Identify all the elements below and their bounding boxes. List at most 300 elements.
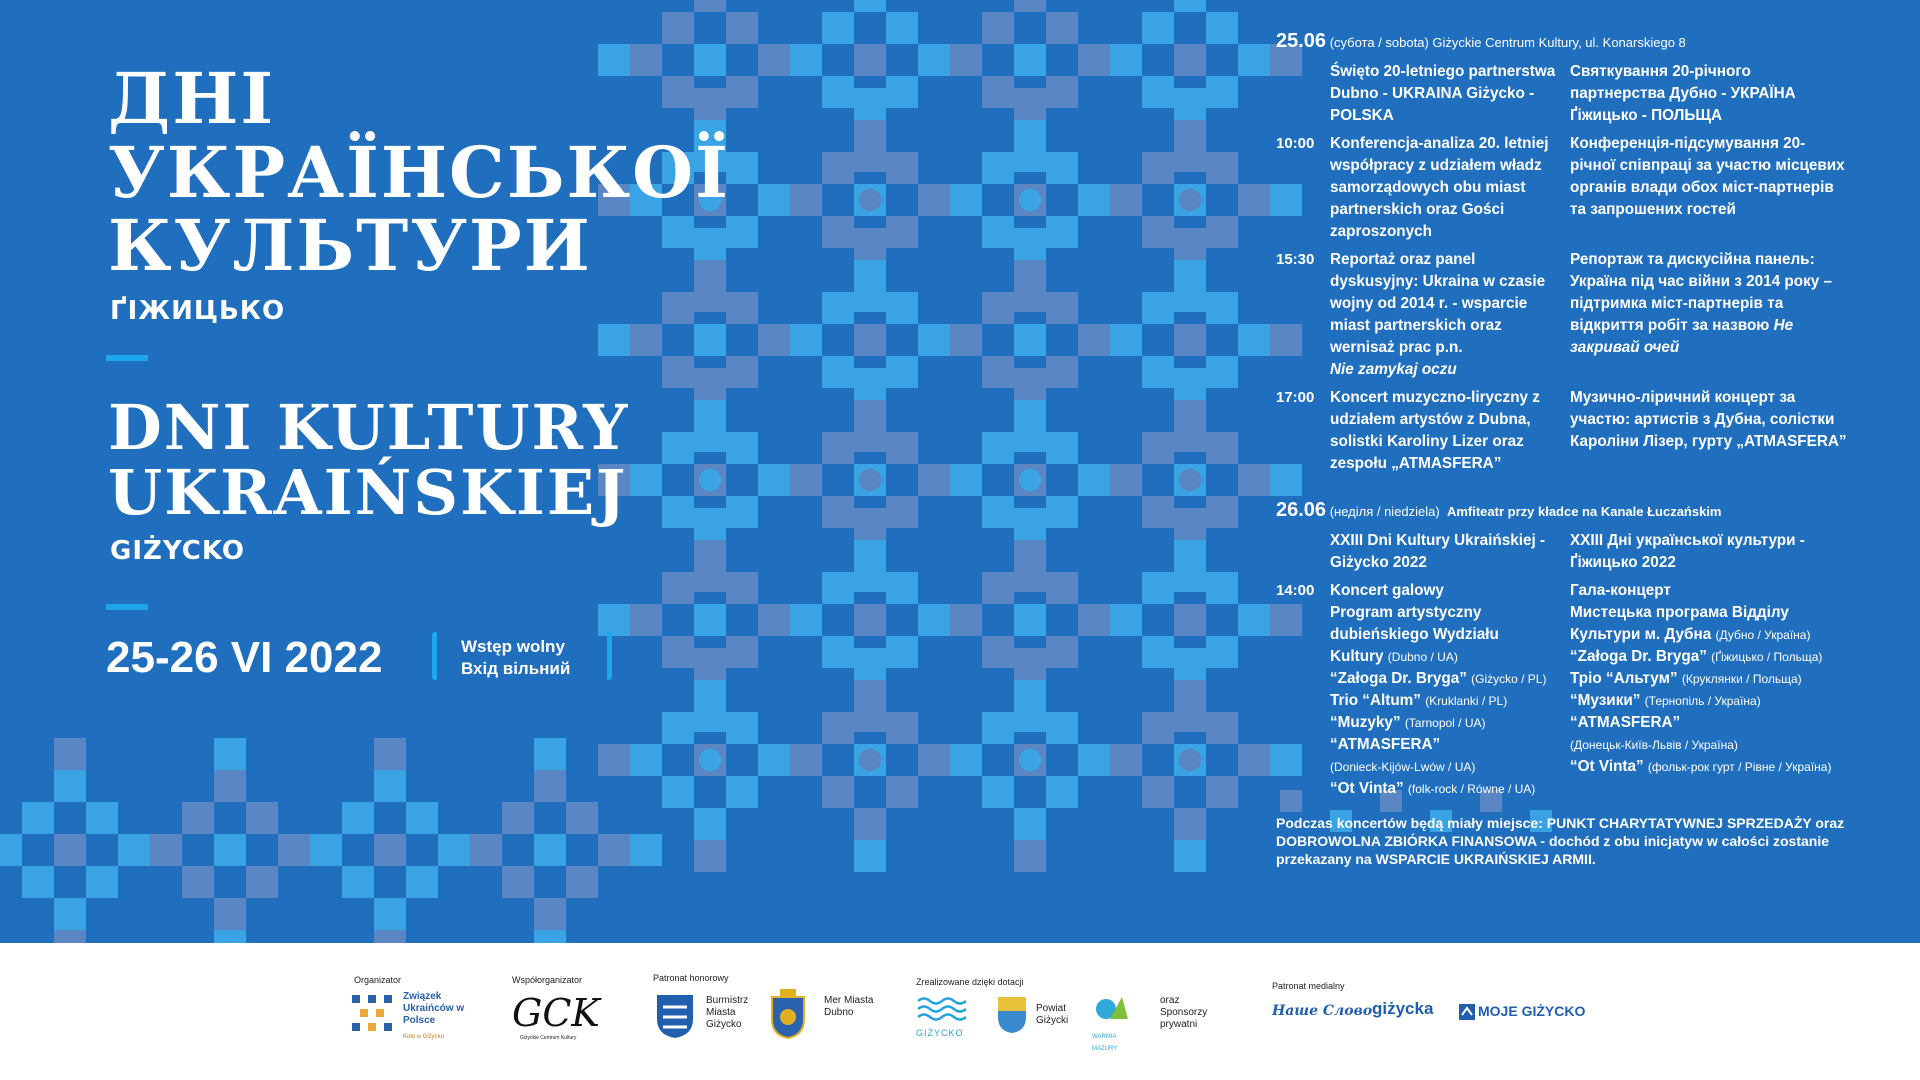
title-line: УКРАЇНСЬКОЇ xyxy=(108,130,730,214)
pattern-square xyxy=(1110,744,1142,776)
pattern-square xyxy=(1238,44,1270,76)
sponsors-text: oraz Sponsorzy prywatni xyxy=(1160,995,1208,1030)
pattern-square xyxy=(246,802,278,834)
pattern-square xyxy=(822,292,854,324)
day1-heading-ua: Святкування 20-річного партнерства Дубно - УКРАЇНА Ґіжицько - ПОЛЬЩА xyxy=(1570,63,1796,124)
gizycko-logo-text: GIŻYCKO xyxy=(916,1028,964,1038)
item-pl: Koncert muzyczno-liryczny z udziałem artystów z Dubna, solistki Karoliny Lizer oraz zespołu „ATMASFERA” xyxy=(1330,389,1540,472)
lineup-item xyxy=(1570,668,1850,690)
pattern-square xyxy=(758,604,790,636)
pattern-square xyxy=(598,744,630,776)
pattern-square xyxy=(1238,744,1270,776)
pattern-square xyxy=(1078,464,1110,496)
pattern-square xyxy=(726,432,758,464)
pattern-square xyxy=(982,356,1014,388)
pattern-square xyxy=(246,866,278,898)
pattern-square xyxy=(982,776,1014,808)
pattern-square xyxy=(310,834,342,866)
pattern-square xyxy=(1014,44,1046,76)
pattern-square xyxy=(1014,228,1046,260)
pattern-square xyxy=(1142,216,1174,248)
pattern-square xyxy=(1014,368,1046,400)
pattern-square xyxy=(22,866,54,898)
item-pl xyxy=(1330,249,1570,381)
pattern-square xyxy=(854,840,886,872)
pattern-square xyxy=(1174,540,1206,572)
pattern-square xyxy=(1078,184,1110,216)
pattern-square xyxy=(1142,636,1174,668)
pattern-square xyxy=(662,12,694,44)
exhibition-title: Не закривай очей xyxy=(1570,317,1794,356)
pattern-square xyxy=(54,930,86,943)
pattern-square xyxy=(694,680,726,712)
pattern-square xyxy=(918,44,950,76)
pattern-square xyxy=(502,866,534,898)
lineup-origin: (Dubno / UA) xyxy=(1387,650,1458,664)
pattern-square xyxy=(1174,0,1206,12)
pattern-square xyxy=(1174,680,1206,712)
pattern-square xyxy=(790,464,822,496)
pattern-square xyxy=(342,802,374,834)
lineup-item xyxy=(1570,690,1850,712)
pattern-square xyxy=(534,898,566,930)
pattern-square xyxy=(790,744,822,776)
item-ua: Музично-ліричний концерт за участю: артистів з Дубна, солістки Кароліни Лізер, гурту „ATMASFERA” xyxy=(1570,389,1847,450)
pattern-square xyxy=(406,866,438,898)
pattern-square xyxy=(1206,432,1238,464)
lineup-origin: (Donieck-Kijów-Lwów / UA) xyxy=(1330,760,1476,774)
pattern-square xyxy=(982,152,1014,184)
pattern-square xyxy=(982,12,1014,44)
pattern-square xyxy=(918,464,950,496)
lineup-pl xyxy=(1330,580,1570,800)
funding-caption: Zrealizowane dzięki dotacji xyxy=(916,977,1024,987)
day2-heading-pl: XXIII Dni Kultury Ukraińskiej - Giżycko 2022 xyxy=(1330,532,1546,571)
pattern-square xyxy=(1142,712,1174,744)
pattern-square xyxy=(278,834,310,866)
pattern-square xyxy=(342,866,374,898)
lineup-text: “Ot Vinta” xyxy=(1570,758,1644,775)
day2-header xyxy=(1276,499,1916,522)
mayor-dubno: Mer Miasta Dubno xyxy=(824,995,874,1018)
pattern-square xyxy=(1014,0,1046,12)
lineup-origin: (Тернопіль / Україна) xyxy=(1644,694,1761,708)
pattern-square xyxy=(822,356,854,388)
lineup-origin: (Ґіжицько / Польща) xyxy=(1711,650,1823,664)
pattern-square xyxy=(726,152,758,184)
pattern-square xyxy=(22,802,54,834)
lineup-item: Гала-концерт xyxy=(1570,582,1671,599)
pattern-square xyxy=(886,776,918,808)
lineup-text: Тріо “Альтум” xyxy=(1570,670,1678,687)
lineup-ua xyxy=(1570,580,1850,800)
pattern-square xyxy=(950,744,982,776)
title-line: ДНІ xyxy=(108,57,276,140)
pattern-square xyxy=(630,744,662,776)
pattern-square xyxy=(630,604,662,636)
pattern-square xyxy=(662,776,694,808)
pattern-square xyxy=(1174,120,1206,152)
pattern-square xyxy=(1014,260,1046,292)
pattern-square xyxy=(0,834,22,866)
pattern-square xyxy=(54,738,86,770)
lineup-text: “Muzyky” xyxy=(1330,714,1401,731)
title-polish xyxy=(108,391,630,530)
pattern-square xyxy=(854,368,886,400)
lineup-text: Program artystyczny dubieńskiego Wydziału Kultury xyxy=(1330,604,1499,665)
gck-logo: GCK xyxy=(512,991,600,1035)
pattern-square xyxy=(1046,152,1078,184)
pattern-square xyxy=(982,216,1014,248)
lineup-item: Koncert galowy xyxy=(1330,582,1444,599)
pattern-square xyxy=(694,648,726,680)
pattern-square xyxy=(630,324,662,356)
pattern-square xyxy=(726,216,758,248)
lineup-origin: (Круклянки / Польща) xyxy=(1681,672,1802,686)
pattern-square xyxy=(1174,400,1206,432)
event-dates: 25-26 VI 2022 xyxy=(106,633,383,682)
pattern-square xyxy=(214,930,246,943)
pattern-square xyxy=(1206,712,1238,744)
pattern-square xyxy=(1046,216,1078,248)
pattern-square xyxy=(822,152,854,184)
pattern-dot xyxy=(1019,749,1041,771)
pattern-dot xyxy=(859,749,881,771)
pattern-square xyxy=(1078,44,1110,76)
time: 15:30 xyxy=(1276,251,1315,268)
pattern-square xyxy=(1046,432,1078,464)
pattern-square xyxy=(1014,540,1046,572)
footer xyxy=(0,943,1920,1080)
pattern-dot xyxy=(699,469,721,491)
pattern-square xyxy=(662,356,694,388)
pattern-square xyxy=(886,216,918,248)
pattern-square xyxy=(534,930,566,943)
charity-note: Podczas koncertów będą miały miejsce: PUNKT CHARYTATYWNEJ SPRZEDAŻY oraz DOBROWOLNA ZBIÓRKA FINANSOWA - dochód z obu inicjatyw w całości zostanie przekazany na WSPARCIE UKRAIŃSKIEJ ARMII. xyxy=(1276,815,1845,867)
pattern-square xyxy=(1014,324,1046,356)
time: 10:00 xyxy=(1276,135,1315,152)
pattern-square xyxy=(854,400,886,432)
pattern-square xyxy=(1206,152,1238,184)
pattern-square xyxy=(758,44,790,76)
pattern-square xyxy=(854,260,886,292)
pattern-dot xyxy=(1179,749,1201,771)
day2-grid xyxy=(1276,530,1916,800)
pattern-square xyxy=(822,636,854,668)
pattern-square xyxy=(950,604,982,636)
lineup-origin: (folk-rock / Równe / UA) xyxy=(1407,782,1536,796)
title-ukrainian xyxy=(108,57,730,287)
pattern-square xyxy=(1078,744,1110,776)
pattern-square xyxy=(886,152,918,184)
pattern-square xyxy=(982,76,1014,108)
pattern-square xyxy=(1174,88,1206,120)
pattern-square xyxy=(854,604,886,636)
pattern-square xyxy=(694,368,726,400)
pattern-square xyxy=(54,770,86,802)
entry-pl: Wstęp wolny xyxy=(461,637,565,656)
pattern-square xyxy=(374,930,406,943)
pattern-square xyxy=(1046,292,1078,324)
warmia-logo-text: WARMIA MAZURY xyxy=(1092,1034,1118,1052)
pattern-dot xyxy=(1019,189,1041,211)
pattern-square xyxy=(1174,368,1206,400)
pattern-square xyxy=(374,770,406,802)
pattern-square xyxy=(694,604,726,636)
pattern-square xyxy=(918,184,950,216)
lineup-origin: (Донецьк-Київ-Львів / Україна) xyxy=(1570,738,1738,752)
pattern-dot xyxy=(1179,469,1201,491)
title-line: КУЛЬТУРИ xyxy=(108,204,592,287)
pattern-square xyxy=(726,356,758,388)
lineup-text: “Załoga Dr. Bryga” xyxy=(1330,670,1467,687)
pattern-square xyxy=(886,712,918,744)
pattern-square xyxy=(726,292,758,324)
gizycko-waves-logo xyxy=(916,995,968,1025)
pattern-square xyxy=(534,770,566,802)
lineup-text: Мистецька програма Відділу Культури м. Дубна xyxy=(1570,604,1789,643)
pattern-square xyxy=(758,464,790,496)
pattern-square xyxy=(694,508,726,540)
pattern-square xyxy=(1206,572,1238,604)
pattern-square xyxy=(982,432,1014,464)
pattern-square xyxy=(1078,324,1110,356)
powiat-name: Powiat Giżycki xyxy=(1036,1003,1069,1026)
lineup-text: “ATMASFERA” xyxy=(1330,736,1441,753)
pattern-square xyxy=(1142,292,1174,324)
pattern-square xyxy=(950,324,982,356)
pattern-square xyxy=(886,76,918,108)
pattern-square xyxy=(1238,184,1270,216)
pattern-square xyxy=(822,216,854,248)
time: 14:00 xyxy=(1276,582,1315,599)
lineup-text: “Ot Vinta” xyxy=(1330,780,1404,797)
pattern-square xyxy=(1174,228,1206,260)
day2-heading-ua: XXIII Дні української культури - Ґіжицько 2022 xyxy=(1570,532,1805,571)
time: 17:00 xyxy=(1276,389,1315,406)
pattern-square xyxy=(374,738,406,770)
pattern-square xyxy=(1206,776,1238,808)
pattern-square xyxy=(822,712,854,744)
pattern-square xyxy=(854,648,886,680)
lineup-item xyxy=(1570,646,1850,668)
pattern-square xyxy=(758,184,790,216)
pattern-square xyxy=(1206,356,1238,388)
pattern-square xyxy=(1110,44,1142,76)
divider-dash xyxy=(106,355,148,361)
organizer-name: Związek Ukraińców w Polsce xyxy=(403,991,465,1026)
pattern-square xyxy=(438,834,470,866)
gizycko-coat-of-arms-icon xyxy=(655,993,695,1039)
moje-gizycko-icon xyxy=(1458,1003,1476,1021)
warmia-mazury-logo xyxy=(1092,991,1132,1031)
pattern-square xyxy=(982,496,1014,528)
item-ua xyxy=(1570,249,1850,381)
pattern-square xyxy=(1206,216,1238,248)
pattern-square xyxy=(1014,808,1046,840)
pattern-square xyxy=(694,0,726,12)
pattern-square xyxy=(182,802,214,834)
pattern-square xyxy=(726,76,758,108)
pattern-square xyxy=(886,572,918,604)
pattern-square xyxy=(694,324,726,356)
pattern-square xyxy=(918,744,950,776)
pattern-square xyxy=(1206,636,1238,668)
gck-sub: Giżyckie Centrum Kultury xyxy=(520,1035,577,1041)
lineup-origin: (Tarnopol / UA) xyxy=(1404,716,1486,730)
lineup-text: “Музики” xyxy=(1570,692,1641,709)
city-ukrainian: ҐІЖИЦЬКО xyxy=(110,296,286,326)
pattern-square xyxy=(214,770,246,802)
pattern-square xyxy=(854,228,886,260)
lineup-item xyxy=(1570,602,1850,646)
lineup-text: “Załoga Dr. Bryga” xyxy=(1570,648,1707,665)
powiat-coat-of-arms-icon xyxy=(996,995,1028,1035)
pattern-square xyxy=(86,802,118,834)
pattern-square xyxy=(1014,508,1046,540)
pattern-square xyxy=(118,834,150,866)
lineup-item xyxy=(1330,778,1556,800)
organizer-sub: Koło w Giżycku xyxy=(403,1034,445,1040)
pattern-square xyxy=(214,898,246,930)
media-moje-gizycko: MOJE GIŻYCKO xyxy=(1478,1003,1586,1019)
pattern-square xyxy=(854,540,886,572)
pattern-square xyxy=(150,834,182,866)
lineup-origin: (Дубно / Україна) xyxy=(1715,628,1811,642)
lineup-item xyxy=(1570,712,1850,756)
pattern-square xyxy=(822,496,854,528)
pattern-square xyxy=(982,712,1014,744)
pattern-square xyxy=(598,324,630,356)
pattern-square xyxy=(1046,636,1078,668)
pattern-square xyxy=(214,738,246,770)
day1-meta: (субота / sobota) Giżyckie Centrum Kultury, ul. Konarskiego 8 xyxy=(1329,35,1686,50)
pattern-square xyxy=(1014,680,1046,712)
pattern-square xyxy=(886,496,918,528)
entry-ua: Вхід вільний xyxy=(461,659,571,678)
pattern-square xyxy=(758,744,790,776)
pattern-square xyxy=(1174,808,1206,840)
pattern-square xyxy=(566,866,598,898)
pattern-square xyxy=(1142,356,1174,388)
pattern-square xyxy=(1110,324,1142,356)
pattern-square xyxy=(950,44,982,76)
pattern-square xyxy=(822,76,854,108)
title-line: DNI KULTURY xyxy=(108,391,630,464)
pattern-square xyxy=(694,808,726,840)
organizer-caption: Organizator xyxy=(354,975,402,985)
pattern-square xyxy=(598,834,630,866)
pattern-square xyxy=(1014,400,1046,432)
pattern-square xyxy=(822,432,854,464)
pattern-square xyxy=(790,44,822,76)
pattern-square xyxy=(1174,648,1206,680)
day2-date: 26.06 xyxy=(1276,499,1327,521)
pattern-square xyxy=(822,12,854,44)
pattern-square xyxy=(726,776,758,808)
item-ua: Конференція-підсумування 20-річної співпраці за участю місцевих органів влади обох міст-партнерів та запрошених гостей xyxy=(1570,135,1845,218)
pattern-square xyxy=(854,324,886,356)
day1-heading-pl: Święto 20-letniego partnerstwa Dubno - UKRAINA Giżycko - POLSKA xyxy=(1330,63,1556,124)
day1-grid xyxy=(1276,61,1916,475)
pattern-square xyxy=(534,738,566,770)
pattern-square xyxy=(1174,840,1206,872)
pattern-square xyxy=(1046,496,1078,528)
pattern-square xyxy=(1142,12,1174,44)
lineup-text: “ATMASFERA” xyxy=(1570,714,1681,731)
pattern-square xyxy=(1014,648,1046,680)
lineup-item xyxy=(1330,602,1556,668)
pattern-square xyxy=(1046,12,1078,44)
lineup-item xyxy=(1330,734,1556,778)
day1-header xyxy=(1276,30,1916,53)
pattern-square xyxy=(854,88,886,120)
pattern-square xyxy=(470,834,502,866)
media-nashe-slovo: Наше Слово xyxy=(1272,1003,1373,1019)
pattern-dot xyxy=(859,469,881,491)
pattern-square xyxy=(822,776,854,808)
pattern-square xyxy=(1142,496,1174,528)
pattern-square xyxy=(1142,432,1174,464)
pattern-square xyxy=(1110,604,1142,636)
patronage-caption: Patronat honorowy xyxy=(653,973,729,983)
pattern-square xyxy=(1142,76,1174,108)
pattern-square xyxy=(662,292,694,324)
pattern-square xyxy=(630,464,662,496)
pattern-square xyxy=(694,540,726,572)
pattern-square xyxy=(1046,356,1078,388)
pattern-dot xyxy=(859,189,881,211)
lineup-origin: (Kruklanki / PL) xyxy=(1425,694,1508,708)
pattern-square xyxy=(790,324,822,356)
lineup-origin: (Giżycko / PL) xyxy=(1471,672,1547,686)
pattern-square xyxy=(534,834,566,866)
pattern-square xyxy=(1174,44,1206,76)
pattern-square xyxy=(1046,76,1078,108)
pattern-square xyxy=(1238,464,1270,496)
pattern-square xyxy=(374,834,406,866)
pattern-square xyxy=(1206,292,1238,324)
pattern-square xyxy=(566,802,598,834)
coorganizer-caption: Współorganizator xyxy=(512,975,583,985)
dubno-coat-of-arms-icon xyxy=(770,987,806,1039)
pattern-square xyxy=(918,324,950,356)
pattern-square xyxy=(982,572,1014,604)
pattern-square xyxy=(950,464,982,496)
pattern-square xyxy=(726,12,758,44)
pattern-square xyxy=(854,44,886,76)
pattern-square xyxy=(662,496,694,528)
pattern-square xyxy=(1174,604,1206,636)
pattern-square xyxy=(790,184,822,216)
pattern-square xyxy=(1046,776,1078,808)
item-pl: Konferencja-analiza 20. letniej współpracy z udziałem władz samorządowych obu miast partnerskich oraz Gości zaproszonych xyxy=(1330,135,1549,240)
lineup-item xyxy=(1330,690,1556,712)
free-entry-badge xyxy=(432,632,612,680)
pattern-dot xyxy=(1019,469,1041,491)
pattern-square xyxy=(54,898,86,930)
pattern-square xyxy=(982,292,1014,324)
lineup-item xyxy=(1570,756,1850,778)
pattern-square xyxy=(694,840,726,872)
day1-date: 25.06 xyxy=(1276,30,1327,52)
pattern-square xyxy=(406,802,438,834)
pattern-square xyxy=(1174,324,1206,356)
pattern-square xyxy=(886,356,918,388)
pattern-square xyxy=(1046,572,1078,604)
pattern-square xyxy=(1046,712,1078,744)
pattern-square xyxy=(886,292,918,324)
